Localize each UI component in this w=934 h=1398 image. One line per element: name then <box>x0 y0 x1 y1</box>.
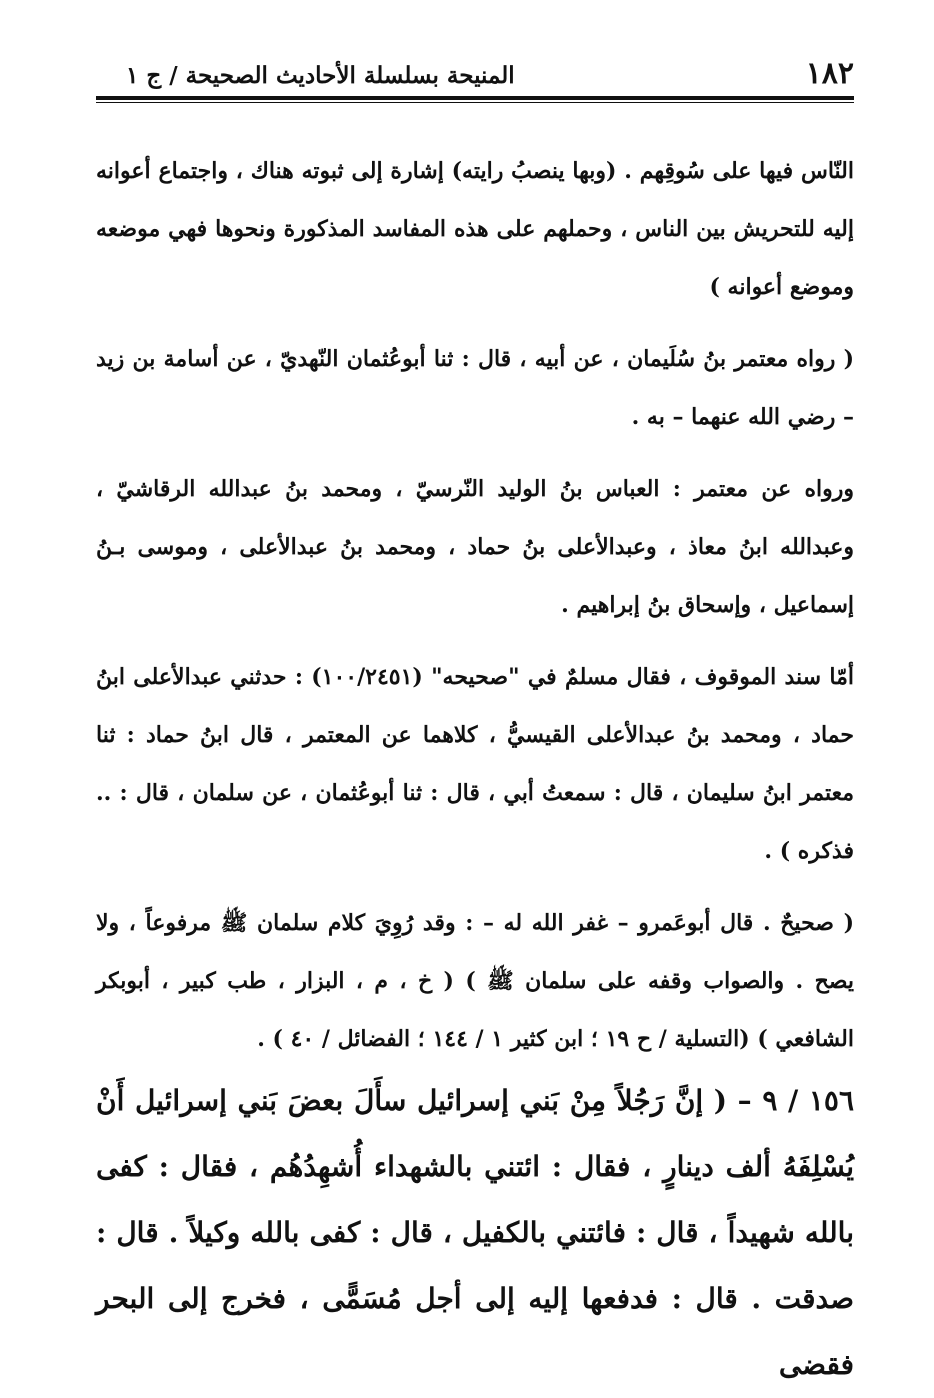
paragraph-narration: ( رواه معتمر بنُ سُلَيمان ، عن أبيه ، قال : ثنا أبوعُثمان النّهديّ ، عن أسامة بن زيد – رضي الله عنهما – به . <box>96 346 854 430</box>
hadith-text: ١٥٦ / ٩ – ( إنَّ رَجُلاً مِنْ بَني إسرائيل سأَلَ بعضَ بَني إسرائيل أَنْ يُسْلِفَهُ ألف دينارٍ ، فقال : ائتني بالشهداء أُشهِدُهُم ، فقال : كفى بالله شهيداً ، قال : فائتني بالكفيل ، قال : كفى بالله وكيلاً . قال : صدقت . قال : فدفعها إليه إلى أجل مُسَمًّى ، فخرج إلى البحر فقضى <box>96 1084 854 1381</box>
paragraph-narrators: ورواه عن معتمر : العباس بنُ الوليد النّرسيّ ، ومحمد بنُ عبدالله الرقاشيّ ، وعبدالله ابنُ معاذ ، وعبدالأعلى بنُ حماد ، ومحمد بنُ عبدالأعلى ، وموسى بـنُ إسماعيل ، وإسحاق بنُ إبراهيم . <box>96 476 854 618</box>
paragraph-mawquf-chain: أمّا سند الموقوف ، فقال مسلمٌ في "صحيحه" (١٠٠/٢٤٥١) : حدثني عبدالأعلى ابنُ حماد ، ومحمد بنُ عبدالأعلى القيسيُّ ، كلاهما عن المعتمر ، قال ابنُ حماد : ثنا معتمر ابنُ سليمان ، قال : سمعتُ أبي ، قال : ثنا أبوعُثمان ، عن سلمان ، قال : .. فذكره ) . <box>96 664 854 864</box>
page-body <box>96 142 854 1398</box>
running-title: المنيحة بسلسلة الأحاديث الصحيحة / ج ١ <box>126 62 515 89</box>
paragraph-commentary: النّاس فيها على سُوقِهم . (وبها ينصبُ رايته) إشارة إلى ثبوته هناك ، واجتماع أعوانه إليه للتحريش بين الناس ، وحملهم على هذه المفاسد المذكورة ونحوها فهي موضعه وموضع أعوانه ) <box>96 158 854 300</box>
paragraph-grading: ( صحيحٌ . قال أبوعَمرو – غفر الله له – : وقد رُوِيَ كلام سلمان ﷺ مرفوعاً ، ولا يصح . والصواب وقفه على سلمان ﷺ ) ( خ ، م ، البزار ، طب كبير ، أبوبكر الشافعي ) (التسلية / ح ١٩ ؛ ابن كثير ١ / ١٤٤ ؛ الفضائل / ٤٠ ) . <box>96 910 854 1052</box>
header-rule-thick <box>96 96 854 100</box>
header-rule-thin <box>96 102 854 103</box>
page-number: ١٨٢ <box>805 56 854 91</box>
page-header <box>96 52 854 100</box>
